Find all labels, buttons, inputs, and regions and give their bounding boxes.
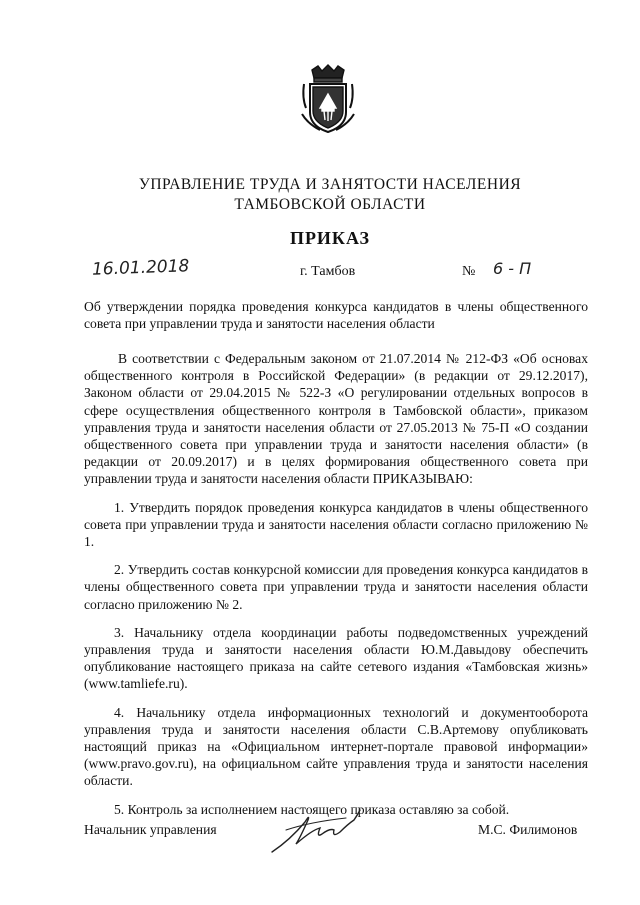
handwritten-date: 16.01.2018 — [91, 256, 190, 280]
signatory-name: М.С. Филимонов — [478, 822, 578, 837]
order-item-2: 2. Утвердить состав конкурсной комиссии для проведения конкурса кандидатов в члены общественного совета при управлении труда и занятости населения области согласно приложению № 2. — [84, 562, 588, 612]
order-item-4: 4. Начальнику отдела информационных технологий и документооборота управления труда и занятости населения области С.В.Артемову опубликовать настоящий приказ на «Официальном интернет-портале правовой информации» (www.pravo.gov.ru), на официальном сайте управления труда и занятости населения области. — [84, 704, 588, 789]
handwritten-signature-icon — [250, 800, 380, 860]
handwritten-number: 6 - П — [493, 259, 532, 278]
number-label: № — [462, 264, 476, 279]
order-item-1: 1. Утвердить порядок проведения конкурса кандидатов в члены общественного совета при управлении труда и занятости населения области согласно приложению № 1. — [84, 499, 588, 550]
organization-name-line2: ТАМБОВСКОЙ ОБЛАСТИ — [234, 196, 426, 213]
organization-name-line1: УПРАВЛЕНИЕ ТРУДА И ЗАНЯТОСТИ НАСЕЛЕНИЯ — [138, 176, 522, 193]
order-subject: Об утверждении порядка проведения конкурса кандидатов в члены общественного совета при управлении труда и занятости населения области — [84, 299, 588, 331]
organization-name — [80, 175, 580, 215]
order-item-3: 3. Начальнику отдела координации работы подведомственных учреждений управления труда и занятости населения области Ю.М.Давыдову обеспечить опубликование настоящего приказа на сайте сетевого издания «Тамбовская жизнь» (www.tamliefe.ru). — [84, 624, 588, 692]
tambov-coat-of-arms-icon — [298, 64, 358, 136]
order-body — [84, 350, 588, 829]
city-label: г. Тамбов — [300, 264, 356, 279]
document-title: ПРИКАЗ — [289, 228, 371, 248]
signatory-position: Начальник управления — [84, 822, 217, 837]
order-item-5: 5. Контроль за исполнением настоящего приказа оставляю за собой. — [114, 801, 510, 817]
preamble-paragraph: В соответствии с Федеральным законом от 21.07.2014 № 212-ФЗ «Об основах общественного контроля в Российской Федерации» (в редакции от 29.12.2017), Законом области от 29.04.2015 № 522-З «О регулировании отдельных вопросов в сфере осуществления общественного контроля в Тамбовской области», приказом управления труда и занятости населения области от 27.05.2013 № 75-П «О создании общественного совета при управлении труда и занятости населения области» (в редакции от 20.09.2017) и в целях формирования общественного совета при управлении труда и занятости населения области ПРИКАЗЫВАЮ: — [84, 351, 588, 487]
